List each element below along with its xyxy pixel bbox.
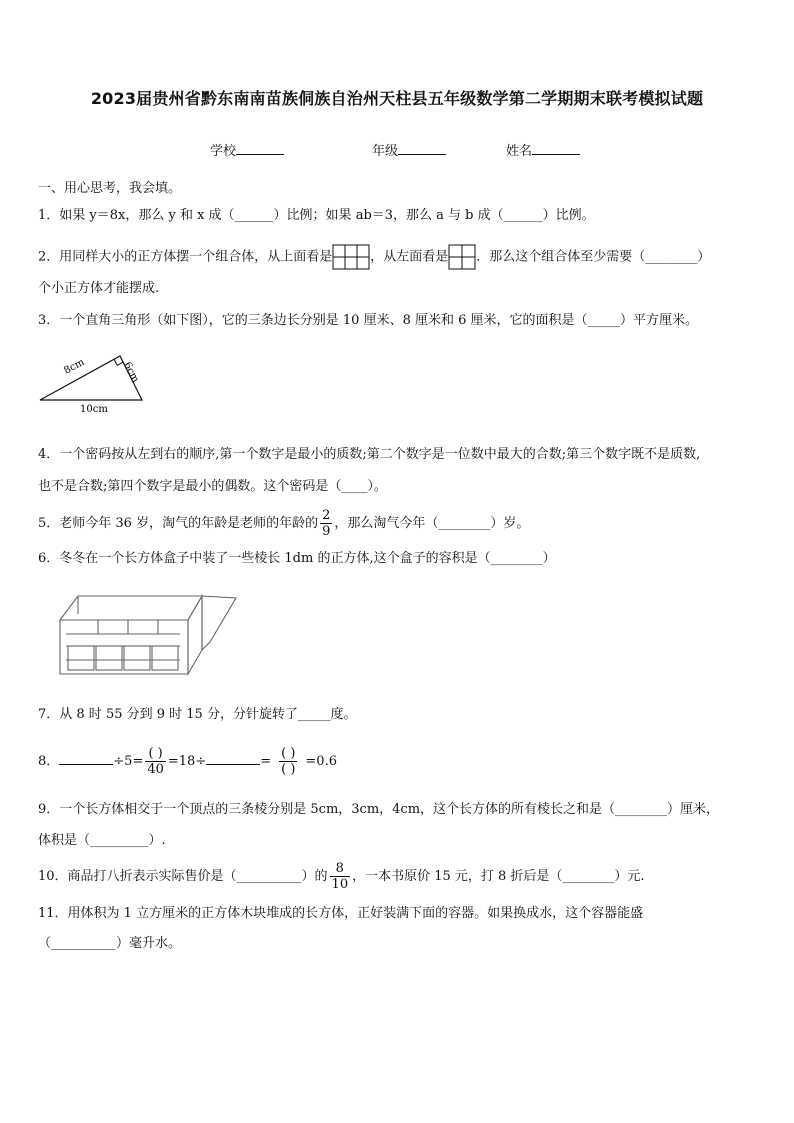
name-label: 姓名: [506, 144, 533, 159]
fraction-denominator: ( ): [281, 762, 296, 777]
q2-part3: ．那么这个组合体至少需要（________）: [476, 249, 711, 265]
q8-mid1: ÷5=: [113, 754, 144, 769]
q2-part2: ，从左面看是: [370, 249, 449, 265]
page-title: 2023届贵州省黔东南南苗族侗族自治州天柱县五年级数学第二学期期末联考模拟试题: [90, 89, 704, 108]
fraction-numerator: 8: [330, 861, 351, 877]
question-2-line2: 个小正方体才能摆成.: [38, 281, 160, 296]
q8-mid2: =18÷: [167, 754, 207, 769]
question-3: 3．一个直角三角形（如下图），它的三条边长分别是 10 厘米、8 厘米和 6 厘米，它的面积是（_____）平方厘米。: [38, 313, 699, 328]
question-2: [38, 244, 710, 270]
question-6: 6．冬冬在一个长方体盒子中装了一些棱长 1dm 的正方体,这个盒子的容积是（________）: [38, 551, 556, 566]
question-4-line2: 也不是合数;第四个数字是最小的偶数。这个密码是（____）。: [38, 479, 387, 494]
fraction-numerator: ( ): [145, 746, 166, 762]
q5-after: ，那么淘气今年（________）岁。: [334, 516, 530, 531]
question-1: 1．如果 y＝8x，那么 y 和 x 成（______）比例；如果 ab＝3，那么 a 与 b 成（______）比例。: [38, 208, 595, 223]
question-4-line1: 4．一个密码按从左到右的顺序,第一个数字是最小的质数;第二个数字是一位数中最大的合数;第三个数字既不是质数,: [38, 447, 701, 462]
school-blank[interactable]: [236, 141, 284, 155]
grade-blank[interactable]: [398, 141, 446, 155]
q8-end: =0.6: [305, 754, 337, 769]
q5-before: 5．老师今年 36 岁，淘气的年龄是老师的年龄的: [38, 516, 319, 531]
open-box-figure: [52, 590, 242, 680]
base-label: 10cm: [80, 404, 108, 415]
q2-part1: 2．用同样大小的正方体摆一个组合体，从上面看是: [38, 249, 333, 265]
q8-mid3: =: [260, 754, 272, 769]
right-triangle-figure: [34, 350, 154, 416]
fraction-8-10: [330, 861, 351, 892]
grade-field: [372, 140, 446, 159]
school-label: 学校: [210, 144, 237, 159]
fraction-blank-over-40: [145, 746, 166, 777]
question-10: [38, 857, 645, 897]
question-9-line2: 体积是（_________）.: [38, 833, 166, 848]
question-11-line2: （__________）毫升水。: [38, 936, 182, 951]
fraction-numerator: ( ): [281, 746, 296, 761]
left-view-grid-icon: [448, 244, 476, 270]
question-11-line1: 11．用体积为 1 立方厘米的正方体木块堆成的长方体，正好装满下面的容器。如果换成水，这个容器能盛: [38, 906, 644, 921]
top-view-grid-icon: [332, 244, 370, 270]
q10-after: ，一本书原价 15 元，打 8 折后是（________）元.: [352, 869, 645, 884]
hypotenuse-label: 8cm: [62, 356, 87, 377]
fraction-denominator: 9: [322, 524, 331, 539]
question-7: 7．从 8 时 55 分到 9 时 15 分，分针旋转了_____度。: [38, 707, 357, 722]
fraction-denominator: 40: [147, 762, 164, 777]
q8-start: 8．: [38, 754, 60, 769]
school-field: [210, 140, 284, 159]
fraction-denominator: 10: [331, 877, 349, 892]
grade-label: 年级: [372, 144, 399, 159]
question-5: [38, 508, 529, 539]
name-field: [506, 140, 580, 159]
name-blank[interactable]: [532, 141, 580, 155]
short-side-label: 6cm: [121, 360, 141, 385]
question-8: [38, 742, 337, 782]
q8-blank-2[interactable]: [206, 751, 260, 765]
q8-blank-1[interactable]: [59, 751, 113, 765]
section-heading: 一、用心思考，我会填。: [38, 181, 182, 196]
fraction-numerator: 2: [322, 508, 331, 523]
q10-before: 10．商品打八折表示实际售价是（__________）的: [38, 869, 328, 884]
fraction-blank-over-blank: [279, 746, 297, 777]
fraction-2-9: [320, 508, 332, 539]
question-9-line1: 9．一个长方体相交于一个顶点的三条棱分别是 5cm，3cm，4cm，这个长方体的所有棱长之和是（________）厘米，: [38, 802, 720, 817]
